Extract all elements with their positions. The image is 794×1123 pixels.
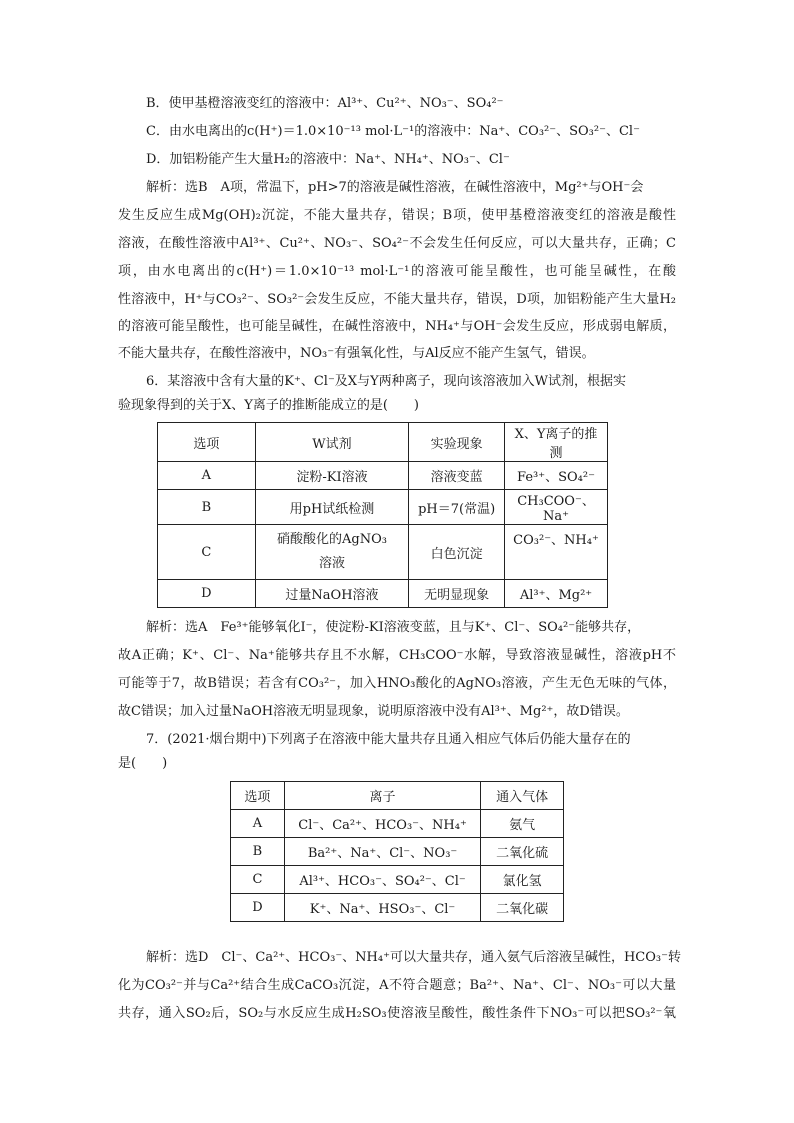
table-cell: Fe³⁺、SO₄²⁻ — [505, 462, 608, 490]
table-header-cell: 选项 — [158, 423, 256, 462]
table-cell: 淀粉-KI溶液 — [255, 462, 409, 490]
table-cell: CO₃²⁻、NH₄⁺ — [505, 525, 608, 580]
analysis5-line-1: 解析：选B A项，常温下，pH>7的溶液是碱性溶液，在碱性溶液中，Mg²⁺与OH⁻会 — [146, 180, 644, 195]
table-cell: 用pH试纸检测 — [255, 490, 409, 525]
question6-table — [157, 422, 608, 608]
table-cell: B — [158, 490, 256, 525]
analysis5-line-2: 发生反应生成Mg(OH)₂沉淀，不能大量共存，错误；B项，使甲基橙溶液变红的溶液是酸性 — [118, 208, 676, 223]
analysis6-line-3: 可能等于7，故B错误；若含有CO₃²⁻，加入HNO₃酸化的AgNO₃溶液，产生无色无味的气体， — [118, 676, 676, 691]
option-b: B．使甲基橙溶液变红的溶液中：Al³⁺、Cu²⁺、NO₃⁻、SO₄²⁻ — [146, 96, 504, 111]
table-cell: 二氧化碳 — [481, 894, 564, 922]
table-cell: C — [231, 866, 285, 894]
analysis5-line-7: 不能大量共存，在酸性溶液中，NO₃⁻有强氧化性，与Al反应不能产生氢气，错误。 — [118, 346, 595, 361]
cell-text-continued: 溶液 — [318, 556, 345, 571]
table-cell: K⁺、Na⁺、HSO₃⁻、Cl⁻ — [284, 894, 480, 922]
cell-text: 硝酸酸化的AgNO₃ — [277, 532, 387, 547]
table-header-cell: 选项 — [231, 782, 285, 810]
analysis5-line-6: 的溶液可能呈酸性，也可能呈碱性，在碱性溶液中，NH₄⁺与OH⁻会发生反应，形成弱电解质， — [118, 319, 676, 334]
option-d: D．加铝粉能产生大量H₂的溶液中：Na⁺、NH₄⁺、NO₃⁻、Cl⁻ — [146, 152, 510, 167]
table-cell: 白色沉淀 — [409, 525, 505, 580]
analysis7-line-2: 化为CO₃²⁻并与Ca²⁺结合生成CaCO₃沉淀，A不符合题意；Ba²⁺、Na⁺、Cl⁻、NO₃⁻可以大量 — [118, 978, 676, 993]
table-cell: Cl⁻、Ca²⁺、HCO₃⁻、NH₄⁺ — [284, 810, 480, 838]
table-cell: 氨气 — [481, 810, 564, 838]
table-header-row — [158, 423, 608, 462]
table-cell: 二氧化硫 — [481, 838, 564, 866]
table-cell: Al³⁺、HCO₃⁻、SO₄²⁻、Cl⁻ — [284, 866, 480, 894]
table-row — [158, 462, 608, 490]
table-header-cell: W试剂 — [255, 423, 409, 462]
analysis7-line-3: 共存，通入SO₂后，SO₂与水反应生成H₂SO₃使溶液呈酸性，酸性条件下NO₃⁻可以把SO₃²⁻氧 — [118, 1006, 676, 1021]
analysis6-line-1: 解析：选A Fe³⁺能够氧化I⁻，使淀粉-KI溶液变蓝，且与K⁺、Cl⁻、SO₄²⁻能够共存， — [146, 620, 641, 635]
analysis6-line-4: 故C错误；加入过量NaOH溶液无明显现象，说明原溶液中没有Al³⁺、Mg²⁺，故D错误。 — [118, 704, 629, 719]
table-row — [158, 525, 608, 580]
table-cell: B — [231, 838, 285, 866]
analysis5-line-5: 性溶液中，H⁺与CO₃²⁻、SO₃²⁻会发生反应，不能大量共存，错误，D项，加铝粉能产生大量H₂ — [118, 292, 676, 307]
table-cell: 溶液变蓝 — [409, 462, 505, 490]
table-cell: 氯化氢 — [481, 866, 564, 894]
question6-line-2: 验现象得到的关于X、Y离子的推断能成立的是( ) — [118, 398, 419, 413]
question6-line-1: 6．某溶液中含有大量的K⁺、Cl⁻及X与Y两种离子，现向该溶液加入W试剂，根据实 — [146, 374, 627, 389]
table-cell: D — [231, 894, 285, 922]
table-row — [231, 866, 564, 894]
question7-table — [230, 781, 564, 922]
table-cell: 过量NaOH溶液 — [255, 580, 409, 608]
table-row — [231, 810, 564, 838]
option-c: C．由水电离出的c(H⁺)＝1.0×10⁻¹³ mol·L⁻¹的溶液中：Na⁺、CO₃²⁻、SO₃²⁻、Cl⁻ — [146, 124, 640, 139]
table-cell: A — [158, 462, 256, 490]
table-header-row — [231, 782, 564, 810]
analysis5-line-3: 溶液，在酸性溶液中Al³⁺、Cu²⁺、NO₃⁻、SO₄²⁻不会发生任何反应，可以大量共存，正确；C — [118, 236, 676, 251]
analysis5-line-4: 项，由水电离出的c(H⁺)＝1.0×10⁻¹³ mol·L⁻¹的溶液可能呈酸性，也可能呈碱性，在酸 — [118, 264, 676, 279]
analysis6-line-2: 故A正确；K⁺、Cl⁻、Na⁺能够共存且不水解，CH₃COO⁻水解，导致溶液显碱性，溶液pH不 — [118, 648, 676, 663]
question7-line-2: 是( ) — [118, 756, 168, 771]
analysis7-line-1: 解析：选D Cl⁻、Ca²⁺、HCO₃⁻、NH₄⁺可以大量共存，通入氨气后溶液呈碱性，HCO₃⁻转 — [146, 950, 681, 965]
table-row — [158, 580, 608, 608]
table-cell — [255, 525, 409, 580]
table-row — [158, 490, 608, 525]
table-header-cell: X、Y离子的推测 — [505, 423, 608, 462]
table-cell: 无明显现象 — [409, 580, 505, 608]
table-cell: CH₃COO⁻、Na⁺ — [505, 490, 608, 525]
table-cell: C — [158, 525, 256, 580]
table-cell: D — [158, 580, 256, 608]
question7-line-1: 7．(2021·烟台期中)下列离子在溶液中能大量共存且通入相应气体后仍能大量存在的 — [146, 732, 631, 747]
table-cell: A — [231, 810, 285, 838]
table-row — [231, 838, 564, 866]
table-header-cell: 离子 — [284, 782, 480, 810]
table-cell: Al³⁺、Mg²⁺ — [505, 580, 608, 608]
table-header-cell: 通入气体 — [481, 782, 564, 810]
table-cell: Ba²⁺、Na⁺、Cl⁻、NO₃⁻ — [284, 838, 480, 866]
table-row — [231, 894, 564, 922]
table-header-cell: 实验现象 — [409, 423, 505, 462]
table-cell: pH＝7(常温) — [409, 490, 505, 525]
